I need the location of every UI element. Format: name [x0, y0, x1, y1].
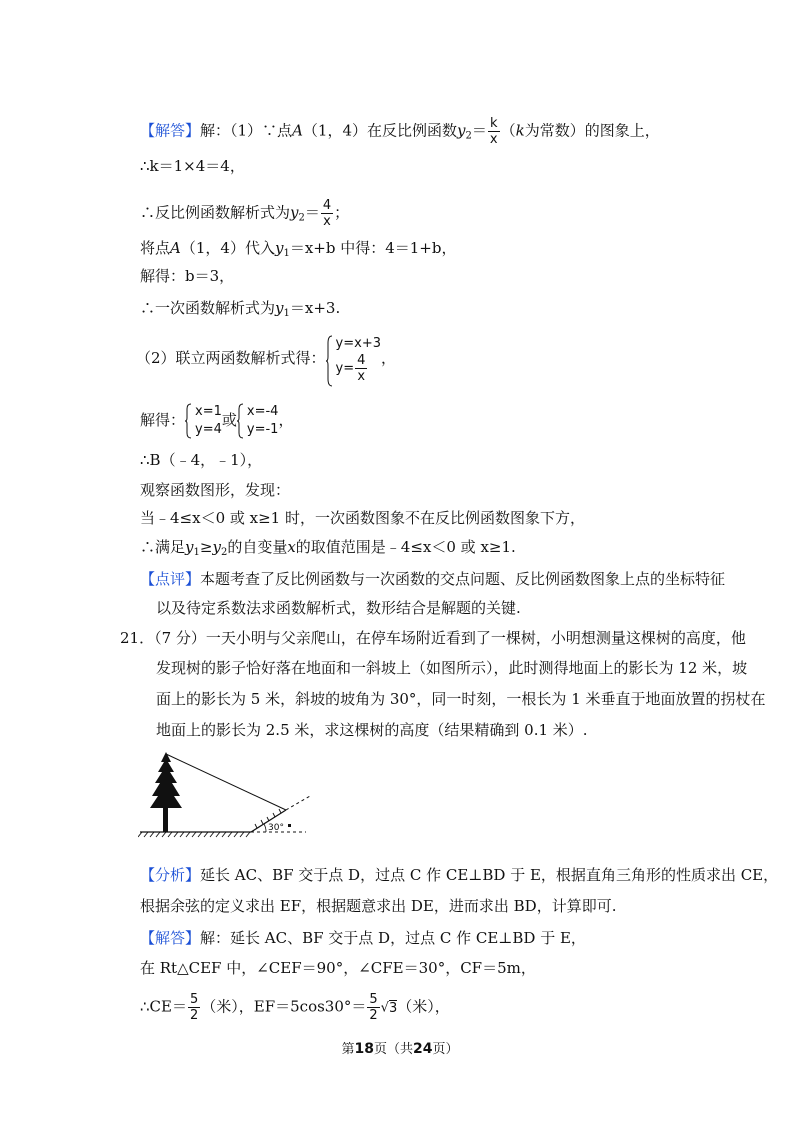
comment-line-2: 以及待定系数法求函数解析式，数形结合是解题的关键.	[156, 599, 521, 617]
solution2-line-3: ∴CE＝ $\frac{5}{2}$ （米），EF＝5cos30°＝ $\frac{5}{2}$ √3（米），	[140, 992, 450, 1023]
question-number: 21．	[120, 629, 155, 647]
comment-line-1: 【点评】本题考查了反比例函数与一次函数的交点问题、反比例函数图象上点的坐标特征	[140, 570, 726, 588]
brace-icon	[326, 335, 333, 387]
brace-icon	[237, 403, 244, 439]
answer-tag-2: 【解答】	[140, 929, 201, 947]
angle-label: 30°	[268, 823, 284, 833]
question-21-line-4: 地面上的影长为 2.5 米，求这棵树的高度（结果精确到 0.1 米）.	[156, 721, 588, 739]
sqrt-3: √3	[380, 1000, 398, 1016]
equation-system-2: x=1 y=4	[185, 403, 222, 439]
fraction-5-over-2: $\frac{5}{2}$	[189, 992, 199, 1023]
solution-line-7: （2）联立两函数解析式得： y=x+3 y= $\frac{4}{x}$ ，	[136, 330, 396, 386]
fraction-4-over-x-system: $\frac{4}{x}$	[357, 352, 366, 384]
solution-line-1: 【解答】解：（1）∵点A（1，4）在反比例函数$y_2=$ $\frac{k}{x}$ （k为常数）的图象上，	[140, 116, 660, 147]
solution-line-2: ∴k＝1×4＝4，	[140, 157, 245, 175]
solution2-line-2: 在 Rt△CEF 中，∠CEF＝90°，∠CFE＝30°，CF＝5m，	[140, 959, 536, 977]
fraction-k-over-x: $\frac{k}{x}$	[489, 116, 498, 147]
solution-line-8: 解得： x=1 y=4 或 x=-4 y=-1 ，	[140, 404, 294, 437]
solution-line-6: ∴一次函数解析式为$y_1=x+3$.	[140, 299, 341, 319]
brace-icon	[185, 403, 192, 439]
fraction-5-over-2-b: $\frac{5}{2}$	[369, 992, 378, 1023]
solution2-line-1: 【解答】解：延长 AC、BF 交于点 D，过点 C 作 CE⊥BD 于 E，	[140, 929, 586, 947]
analysis-tag: 【分析】	[140, 866, 201, 884]
analysis-line-1: 【分析】延长 AC、BF 交于点 D，过点 C 作 CE⊥BD 于 E，根据直角三角形的性质求出 CE，	[140, 866, 779, 884]
tree-shadow-figure	[138, 748, 313, 840]
answer-tag: 【解答】	[140, 121, 201, 140]
equation-system-3: x=-4 y=-1	[237, 403, 279, 439]
fraction-4-over-x: $\frac{4}{x}$	[322, 198, 332, 229]
solution-line-5: 解得：b＝3，	[140, 267, 235, 285]
solution-line-10: 观察函数图形，发现：	[140, 481, 291, 499]
page-footer: 第18页（共24页）	[341, 1041, 459, 1057]
equation-system-1: y=x+3 y= $\frac{4}{x}$	[326, 335, 381, 384]
page-total: 24	[413, 1041, 433, 1057]
comment-tag: 【点评】	[140, 570, 201, 588]
solution-line-4: 将点A（1，4）代入$y_1=x+b$ 中得：4＝1+b，	[140, 239, 457, 259]
question-21-line-2: 发现树的影子恰好落在地面和一斜坡上（如图所示），此时测得地面上的影长为 12 米，坡	[156, 659, 748, 677]
question-21-line-3: 面上的影长为 5 米，斜坡的坡角为 30°，同一时刻，一根长为 1 米垂直于地面放置的拐杖在	[156, 690, 766, 708]
question-21-line-1: 21．（7 分）一天小明与父亲爬山，在停车场附近看到了一棵树，小明想测量这棵树的高度，他	[120, 629, 746, 647]
solution-line-9: ∴B（﹣4，﹣1），	[140, 451, 263, 469]
solution-line-12: ∴满足$y_1\ge y_2$的自变量x的取值范围是﹣4≤x＜0 或 x≥1.	[140, 538, 516, 558]
solution-line-11: 当﹣4≤x＜0 或 x≥1 时，一次函数图象不在反比例函数图象下方，	[140, 509, 585, 527]
page-number: 18	[354, 1041, 374, 1057]
analysis-line-2: 根据余弦的定义求出 EF，根据题意求出 DE，进而求出 BD，计算即可.	[140, 897, 617, 915]
solution-line-3: ∴反比例函数解析式为$y_2=$ $\frac{4}{x}$ ；	[140, 198, 350, 229]
